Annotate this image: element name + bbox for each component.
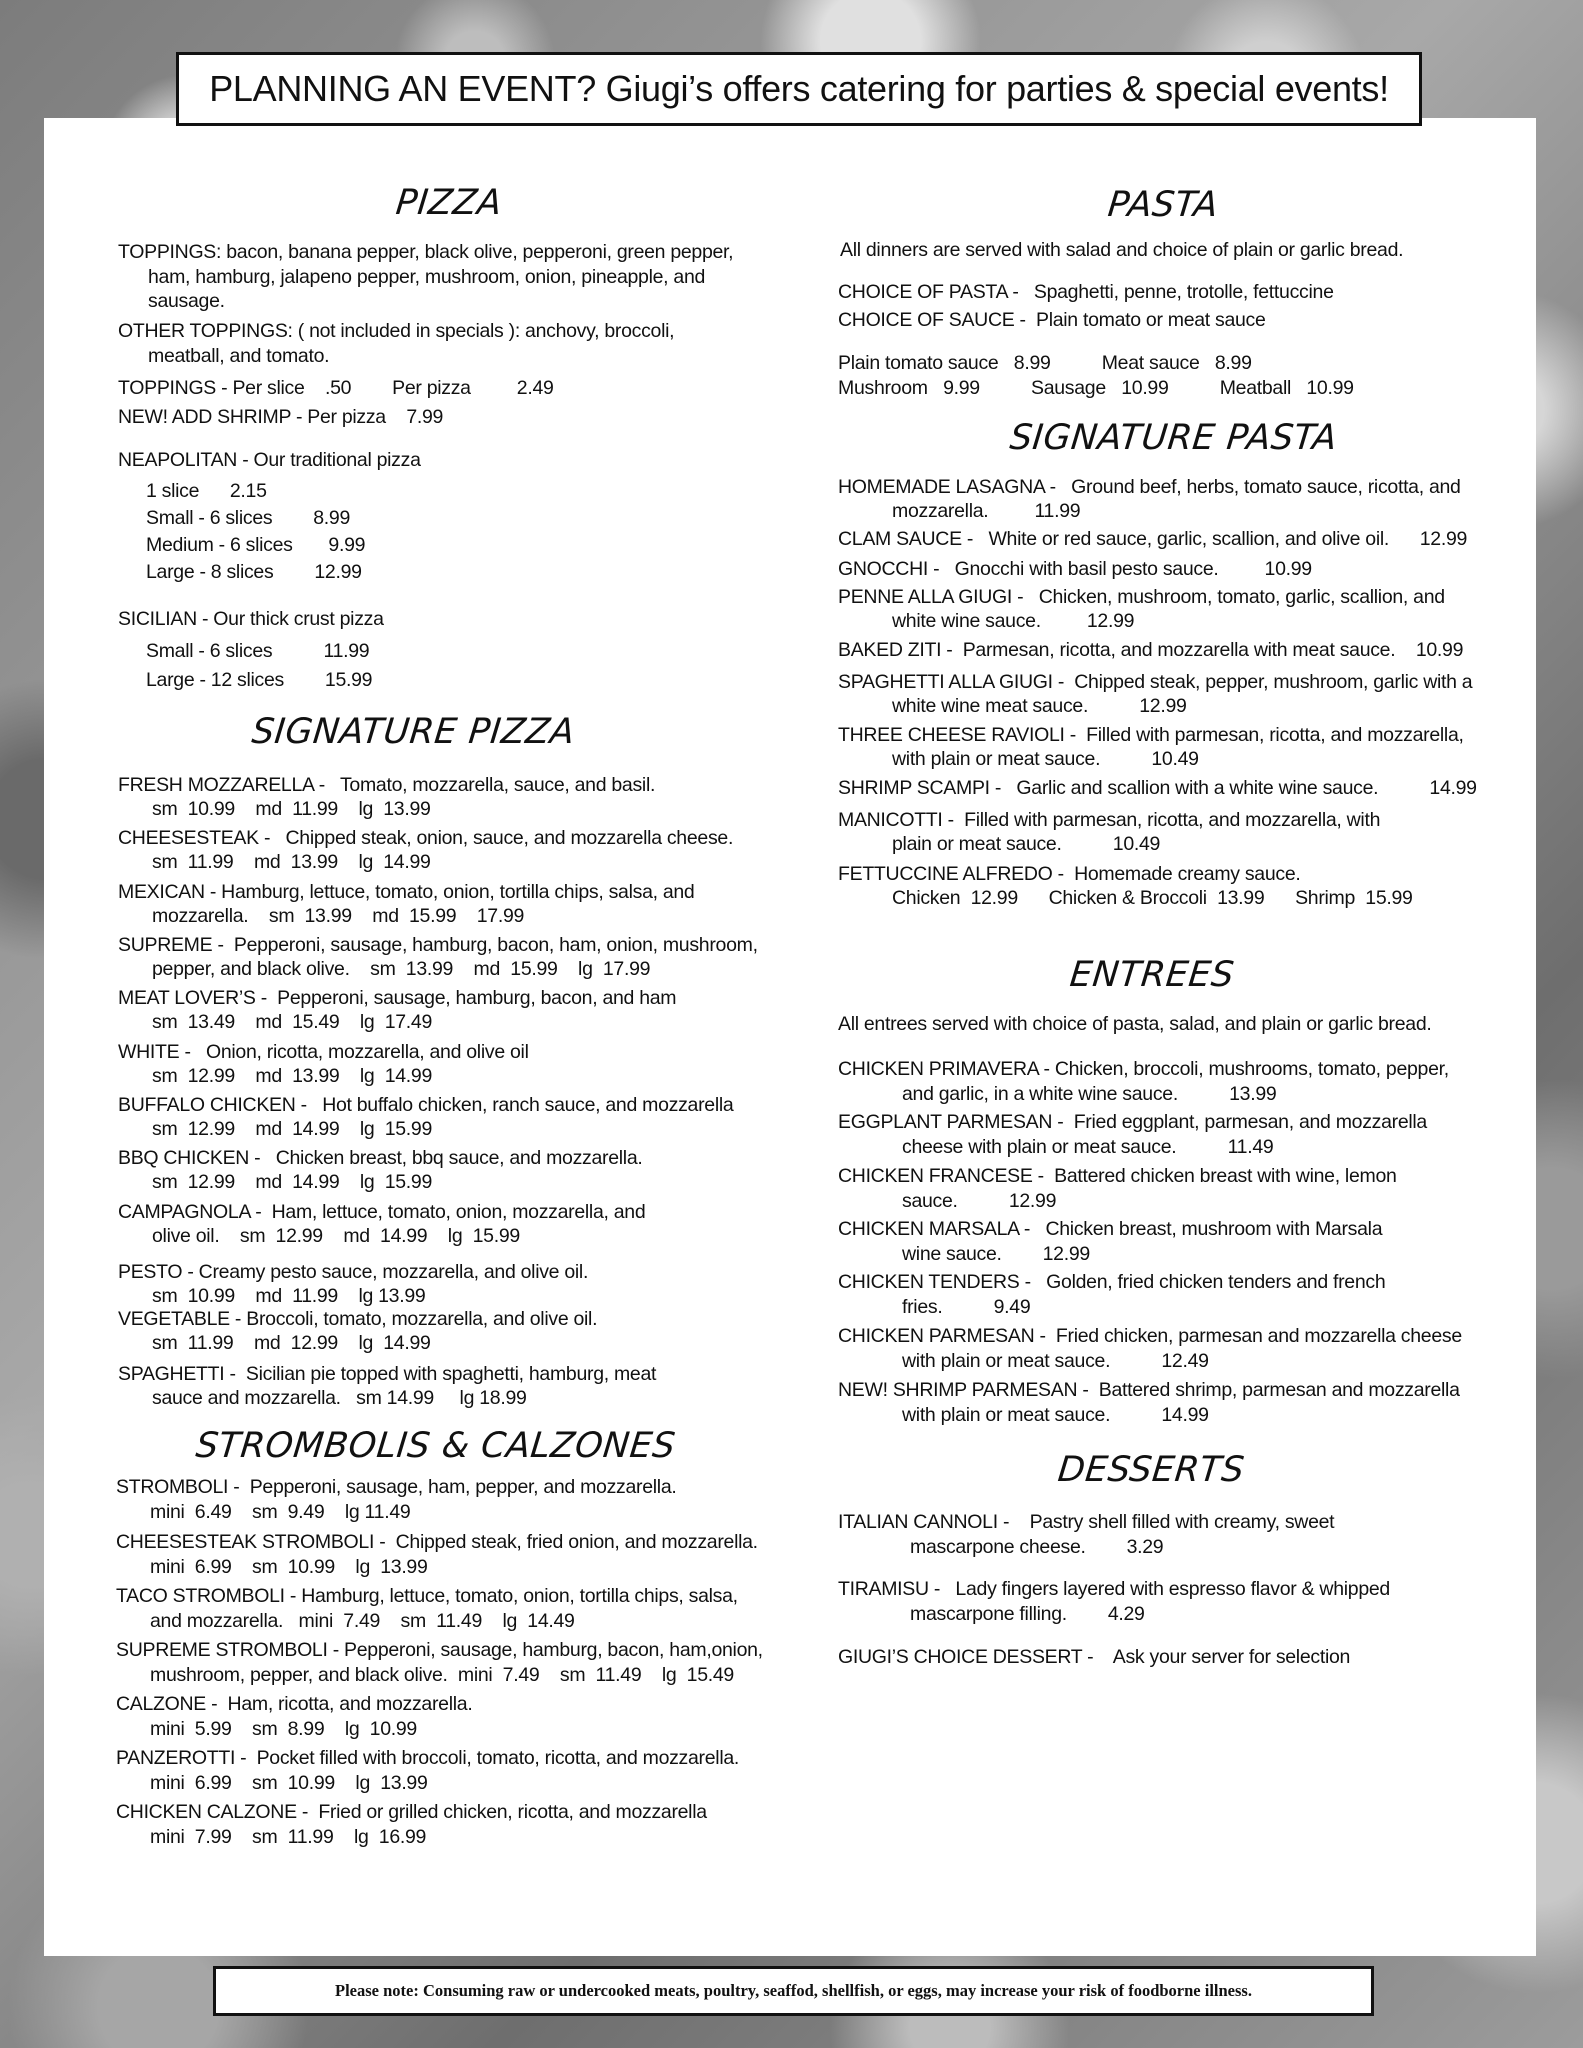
pasta-prices-1: Plain tomato sauce 8.99 Meat sauce 8.99 [838, 352, 1252, 374]
menu-item-line-2: mini 7.99 sm 11.99 lg 16.99 [150, 1826, 427, 1848]
menu-item-line-1: PESTO - Creamy pesto sauce, mozzarella, and olive oil. [118, 1261, 589, 1283]
menu-item-line-1: CHICKEN TENDERS - Golden, fried chicken tenders and french [838, 1271, 1386, 1293]
neapolitan-size: Medium - 6 slices 9.99 [146, 534, 366, 556]
choice-of-pasta: CHOICE OF PASTA - Spaghetti, penne, trotolle, fettuccine [838, 281, 1334, 303]
toppings-line-1: TOPPINGS: bacon, banana pepper, black olive, pepperoni, green pepper, [118, 241, 734, 263]
menu-item-line-2: sm 10.99 md 11.99 lg 13.99 [152, 1285, 426, 1307]
menu-item-line-2: mozzarella. sm 13.99 md 15.99 17.99 [152, 905, 525, 927]
menu-item-line-1: CHEESESTEAK - Chipped steak, onion, sauce, and mozzarella cheese. [118, 827, 734, 849]
menu-item-line-1: CHICKEN MARSALA - Chicken breast, mushroom with Marsala [838, 1218, 1383, 1240]
neapolitan-heading: NEAPOLITAN - Our traditional pizza [118, 449, 421, 471]
menu-item-line-1: GIUGI’S CHOICE DESSERT - Ask your server for selection [838, 1646, 1351, 1668]
menu-item-line-2: cheese with plain or meat sauce. 11.49 [902, 1136, 1274, 1158]
menu-item-line-1: WHITE - Onion, ricotta, mozzarella, and olive oil [118, 1041, 529, 1063]
menu-item-line-1: TIRAMISU - Lady fingers layered with espresso flavor & whipped [838, 1578, 1390, 1600]
menu-item-line-1: PANZEROTTI - Pocket filled with broccoli, tomato, ricotta, and mozzarella. [116, 1747, 740, 1769]
menu-item-line-2: mini 6.99 sm 10.99 lg 13.99 [150, 1556, 428, 1578]
menu-item-line-1: GNOCCHI - Gnocchi with basil pesto sauce. 10.99 [838, 558, 1312, 580]
menu-item-line-1: HOMEMADE LASAGNA - Ground beef, herbs, tomato sauce, ricotta, and [838, 476, 1461, 498]
menu-item-line-1: EGGPLANT PARMESAN - Fried eggplant, parmesan, and mozzarella [838, 1111, 1427, 1133]
menu-item-line-1: SPAGHETTI ALLA GIUGI - Chipped steak, pepper, mushroom, garlic with a [838, 671, 1473, 693]
toppings-price: TOPPINGS - Per slice .50 Per pizza 2.49 [118, 377, 554, 399]
signature-pasta-title: SIGNATURE PASTA [1007, 418, 1340, 458]
menu-item-line-1: FETTUCCINE ALFREDO - Homemade creamy sauce. [838, 863, 1301, 885]
menu-item-line-2: plain or meat sauce. 10.49 [892, 833, 1161, 855]
pasta-title: PASTA [1105, 185, 1221, 225]
menu-item-line-2: sm 10.99 md 11.99 lg 13.99 [152, 798, 431, 820]
menu-item-line-2: pepper, and black olive. sm 13.99 md 15.99 lg 17.99 [152, 958, 651, 980]
menu-item-line-2: sm 12.99 md 13.99 lg 14.99 [152, 1065, 433, 1087]
menu-item-line-1: BBQ CHICKEN - Chicken breast, bbq sauce, and mozzarella. [118, 1147, 643, 1169]
menu-item-line-2: with plain or meat sauce. 10.49 [892, 748, 1199, 770]
menu-item-line-1: CHICKEN FRANCESE - Battered chicken breast with wine, lemon [838, 1165, 1397, 1187]
menu-item-line-2: mascarpone filling. 4.29 [910, 1603, 1145, 1625]
menu-item-line-2: mozzarella. 11.99 [892, 500, 1081, 522]
choice-of-sauce: CHOICE OF SAUCE - Plain tomato or meat sauce [838, 309, 1266, 331]
menu-item-line-1: CALZONE - Ham, ricotta, and mozzarella. [116, 1693, 473, 1715]
menu-item-line-2: with plain or meat sauce. 14.99 [902, 1404, 1209, 1426]
menu-item-line-1: CHICKEN PRIMAVERA - Chicken, broccoli, mushrooms, tomato, pepper, [838, 1058, 1449, 1080]
toppings-line-3: sausage. [148, 290, 225, 312]
menu-item-line-1: MEAT LOVER’S - Pepperoni, sausage, hamburg, bacon, and ham [118, 987, 677, 1009]
menu-item-line-2: fries. 9.49 [902, 1296, 1031, 1318]
entrees-title: ENTREES [1067, 955, 1237, 995]
menu-item-line-1: PENNE ALLA GIUGI - Chicken, mushroom, tomato, garlic, scallion, and [838, 586, 1445, 608]
menu-item-line-2: sm 12.99 md 14.99 lg 15.99 [152, 1171, 433, 1193]
menu-item-line-2: mini 6.99 sm 10.99 lg 13.99 [150, 1772, 428, 1794]
menu-item-line-2: mascarpone cheese. 3.29 [910, 1536, 1164, 1558]
sicilian-size: Small - 6 slices 11.99 [146, 640, 370, 662]
sicilian-size: Large - 12 slices 15.99 [146, 669, 373, 691]
menu-item-line-1: SHRIMP SCAMPI - Garlic and scallion with a white wine sauce. 14.99 [838, 777, 1477, 799]
entrees-intro: All entrees served with choice of pasta, salad, and plain or garlic bread. [838, 1013, 1432, 1035]
menu-item-line-1: CLAM SAUCE - White or red sauce, garlic, scallion, and olive oil. 12.99 [838, 528, 1468, 550]
pasta-intro: All dinners are served with salad and choice of plain or garlic bread. [840, 239, 1404, 261]
menu-item-line-1: CHEESESTEAK STROMBOLI - Chipped steak, fried onion, and mozzarella. [116, 1531, 758, 1553]
other-toppings-line-1: OTHER TOPPINGS: ( not included in specials ): anchovy, broccoli, [118, 320, 675, 342]
menu-item-line-2: sm 12.99 md 14.99 lg 15.99 [152, 1118, 433, 1140]
menu-item-line-1: STROMBOLI - Pepperoni, sausage, ham, pepper, and mozzarella. [116, 1476, 677, 1498]
menu-item-line-1: BUFFALO CHICKEN - Hot buffalo chicken, ranch sauce, and mozzarella [118, 1094, 734, 1116]
menu-item-line-2: mini 5.99 sm 8.99 lg 10.99 [150, 1718, 417, 1740]
menu-item-line-2: mushroom, pepper, and black olive. mini 7.49 sm 11.49 lg 15.49 [150, 1664, 734, 1686]
menu-item-line-1: MEXICAN - Hamburg, lettuce, tomato, onion, tortilla chips, salsa, and [118, 881, 695, 903]
toppings-line-2: ham, hamburg, jalapeno pepper, mushroom, onion, pineapple, and [148, 266, 706, 288]
strombolis-title: STROMBOLIS & CALZONES [193, 1426, 678, 1466]
menu-item-line-1: FRESH MOZZARELLA - Tomato, mozzarella, sauce, and basil. [118, 774, 656, 796]
menu-item-line-2: sm 13.49 md 15.49 lg 17.49 [152, 1011, 433, 1033]
signature-pizza-title: SIGNATURE PIZZA [249, 712, 577, 752]
menu-item-line-1: BAKED ZITI - Parmesan, ricotta, and mozzarella with meat sauce. 10.99 [838, 639, 1464, 661]
menu-item-line-2: sauce and mozzarella. sm 14.99 lg 18.99 [152, 1387, 527, 1409]
menu-item-line-2: sm 11.99 md 12.99 lg 14.99 [152, 1332, 431, 1354]
menu-item-line-1: TACO STROMBOLI - Hamburg, lettuce, tomato, onion, tortilla chips, salsa, [116, 1585, 738, 1607]
sicilian-heading: SICILIAN - Our thick crust pizza [118, 608, 384, 630]
menu-item-line-1: VEGETABLE - Broccoli, tomato, mozzarella, and olive oil. [118, 1308, 598, 1330]
menu-item-line-2: and garlic, in a white wine sauce. 13.99 [902, 1083, 1277, 1105]
menu-item-line-2: with plain or meat sauce. 12.49 [902, 1350, 1209, 1372]
menu-item-line-1: SUPREME - Pepperoni, sausage, hamburg, bacon, ham, onion, mushroom, [118, 934, 758, 956]
catering-banner: PLANNING AN EVENT? Giugi’s offers catering for parties & special events! [176, 52, 1422, 126]
menu-item-line-1: SPAGHETTI - Sicilian pie topped with spaghetti, hamburg, meat [118, 1363, 657, 1385]
menu-item-line-1: CAMPAGNOLA - Ham, lettuce, tomato, onion, mozzarella, and [118, 1201, 646, 1223]
pasta-prices-2: Mushroom 9.99 Sausage 10.99 Meatball 10.99 [838, 377, 1354, 399]
desserts-title: DESSERTS [1055, 1450, 1247, 1490]
menu-item-line-1: MANICOTTI - Filled with parmesan, ricotta, and mozzarella, with [838, 809, 1381, 831]
menu-item-line-2: wine sauce. 12.99 [902, 1243, 1090, 1265]
menu-item-line-2: Chicken 12.99 Chicken & Broccoli 13.99 Shrimp 15.99 [892, 887, 1413, 909]
other-toppings-line-2: meatball, and tomato. [148, 345, 330, 367]
menu-item-line-2: olive oil. sm 12.99 md 14.99 lg 15.99 [152, 1225, 520, 1247]
menu-item-line-1: SUPREME STROMBOLI - Pepperoni, sausage, hamburg, bacon, ham,onion, [116, 1639, 763, 1661]
neapolitan-size: Large - 8 slices 12.99 [146, 561, 362, 583]
foodborne-illness-note: Please note: Consuming raw or undercooked meats, poultry, seaffod, shellfish, or eggs, may increase your risk of foodborne illness. [213, 1966, 1374, 2016]
menu-item-line-1: CHICKEN CALZONE - Fried or grilled chicken, ricotta, and mozzarella [116, 1801, 707, 1823]
menu-item-line-2: white wine meat sauce. 12.99 [892, 695, 1187, 717]
pizza-title: PIZZA [393, 183, 504, 223]
menu-item-line-1: THREE CHEESE RAVIOLI - Filled with parmesan, ricotta, and mozzarella, [838, 724, 1464, 746]
neapolitan-size: Small - 6 slices 8.99 [146, 507, 351, 529]
menu-item-line-2: mini 6.49 sm 9.49 lg 11.49 [150, 1501, 411, 1523]
neapolitan-size: 1 slice 2.15 [146, 480, 267, 502]
menu-item-line-2: sauce. 12.99 [902, 1190, 1057, 1212]
menu-item-line-1: ITALIAN CANNOLI - Pastry shell filled with creamy, sweet [838, 1511, 1335, 1533]
menu-item-line-1: CHICKEN PARMESAN - Fried chicken, parmesan and mozzarella cheese [838, 1325, 1462, 1347]
add-shrimp-price: NEW! ADD SHRIMP - Per pizza 7.99 [118, 406, 444, 428]
menu-item-line-2: sm 11.99 md 13.99 lg 14.99 [152, 851, 431, 873]
menu-item-line-2: and mozzarella. mini 7.49 sm 11.49 lg 14.49 [150, 1610, 575, 1632]
menu-item-line-1: NEW! SHRIMP PARMESAN - Battered shrimp, parmesan and mozzarella [838, 1379, 1460, 1401]
menu-item-line-2: white wine sauce. 12.99 [892, 610, 1135, 632]
